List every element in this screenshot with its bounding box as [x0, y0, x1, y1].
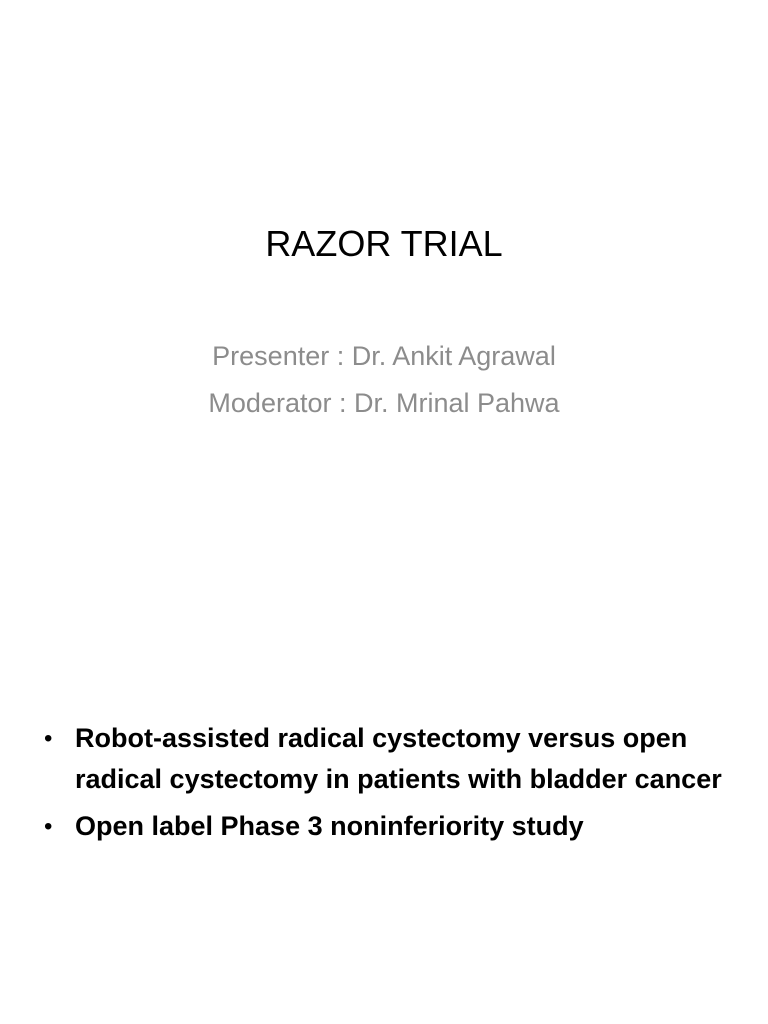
slide-subtitle: [0, 333, 768, 427]
bullet-item: [44, 806, 724, 847]
bullet-list: [44, 718, 724, 853]
bullet-dot-icon: •: [44, 813, 53, 840]
presenter-line: Presenter : Dr. Ankit Agrawal: [212, 341, 556, 371]
content-slide: [0, 576, 768, 1024]
bullet-dot-icon: •: [44, 725, 53, 752]
bullet-text: Open label Phase 3 noninferiority study: [75, 811, 584, 841]
moderator-line: Moderator : Dr. Mrinal Pahwa: [208, 388, 560, 418]
slide-title: RAZOR TRIAL: [265, 223, 503, 264]
bullet-text: Robot-assisted radical cystectomy versus open radical cystectomy in patients with bladder cancer: [75, 723, 722, 794]
bullet-item: [44, 718, 724, 800]
